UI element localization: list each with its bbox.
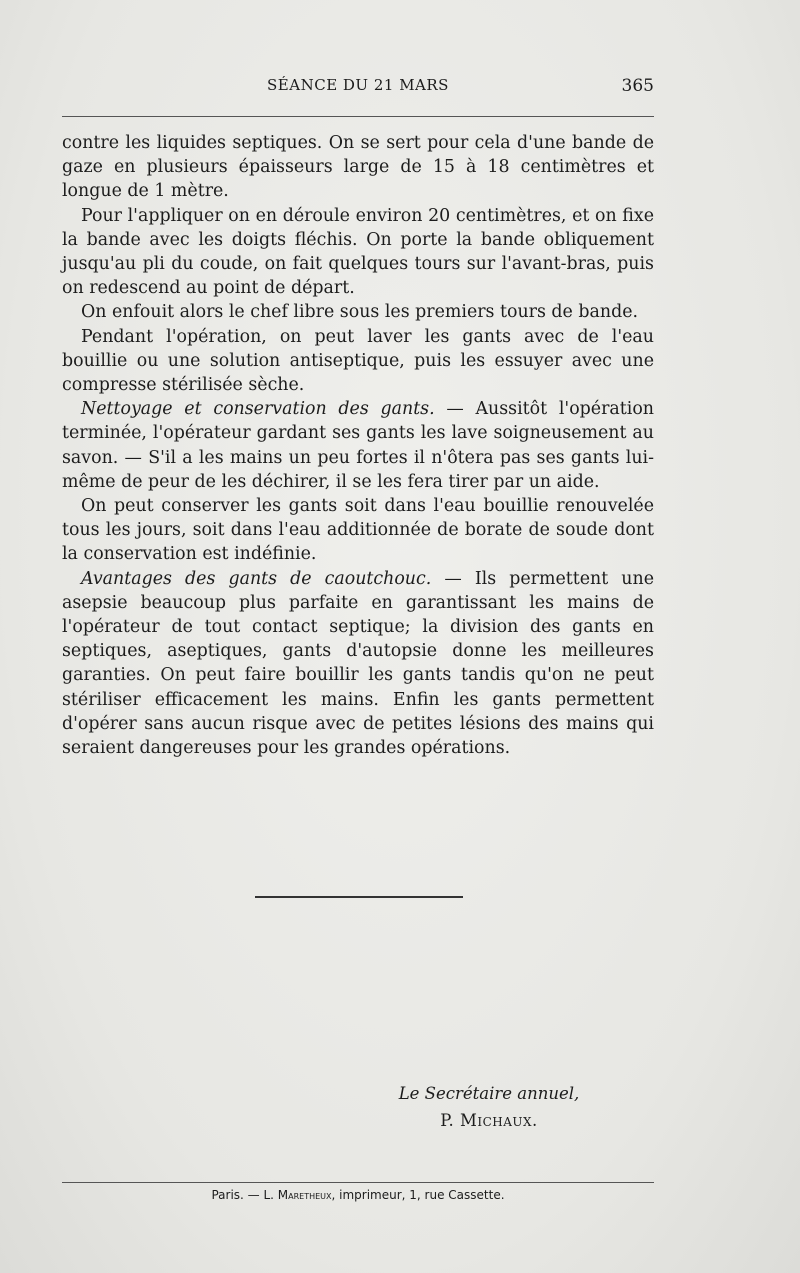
- footer-rule: [62, 1182, 654, 1183]
- signature-name: P. Michaux.: [440, 1111, 538, 1130]
- body-text: [62, 131, 654, 760]
- printer-imprint: Paris. — L. Maretheux, imprimeur, 1, rue Cassette.: [211, 1188, 505, 1202]
- paragraph: Pour l'appliquer on en déroule environ 20 centimètres, et on fixe la bande avec les doigts fléchis. On porte la bande obliquement jusqu'au pli du coude, on fait quelques tours sur l'avant-bras, puis on redescend au point de départ.: [62, 205, 654, 299]
- paragraph: On enfouit alors le chef libre sous les premiers tours de bande.: [81, 302, 639, 323]
- paragraph-advantages: [62, 567, 654, 761]
- paragraph-text: — Aussitôt l'opération terminée, l'opérateur gardant ses gants les lave soigneusement au savon. — S'il a les mains un peu fortes il n'ôtera pas ses gants lui-même de peur de les déchirer, il se les fera tirer par un aide.: [62, 399, 654, 492]
- running-title: SÉANCE DU 21 MARS: [267, 76, 449, 94]
- paragraph: contre les liquides septiques. On se sert pour cela d'une bande de gaze en plusieurs épaisseurs large de 15 à 18 centimètres et longue de 1 mètre.: [62, 133, 654, 202]
- paragraph-cleaning: [62, 397, 654, 494]
- paragraph: Pendant l'opération, on peut laver les gants avec de l'eau bouillie ou une solution antiseptique, puis les essuyer avec une compresse stérilisée sèche.: [62, 326, 654, 396]
- section-heading: Nettoyage et conservation des gants.: [81, 399, 435, 420]
- signature-block: [380, 1080, 598, 1134]
- section-divider: [255, 896, 463, 898]
- running-header: [62, 76, 654, 102]
- header-rule: [62, 116, 654, 117]
- page-number: 365: [621, 76, 654, 96]
- paragraph: On peut conserver les gants soit dans l'eau bouillie renouvelée tous les jours, soit dans l'eau additionnée de borate de soude dont la conservation est indéfinie.: [62, 496, 654, 565]
- paragraph-text: — Ils permettent une asepsie beaucoup plus parfaite en garantissant les mains de l'opérateur de tout contact septique; la division des gants en septiques, aseptiques, gants d'autopsie donne les meilleures garanties. On peut faire bouillir les gants tandis qu'on ne peut stériliser efficacement les mains. Enfin les gants permettent d'opérer sans aucun risque avec de petites lésions des mains qui seraient dangereuses pour les grandes opérations.: [62, 568, 654, 759]
- section-heading: Avantages des gants de caoutchouc.: [81, 568, 432, 589]
- signature-title: Le Secrétaire annuel,: [398, 1084, 580, 1103]
